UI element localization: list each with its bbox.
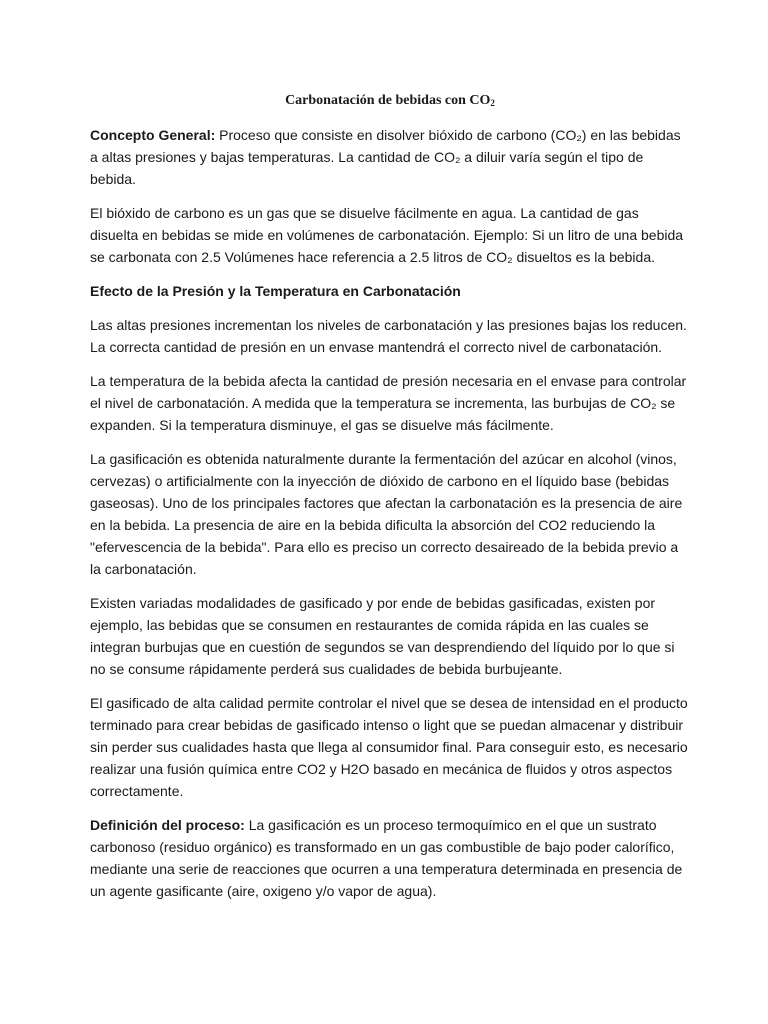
paragraph-presiones: Las altas presiones incrementan los niveles de carbonatación y las presiones bajas los reducen. La correcta cantidad de presión en un envase mantendrá el correcto nivel de carbonatación. [90, 317, 687, 355]
paragraph-alta-calidad: El gasificado de alta calidad permite controlar el nivel que se desea de intensidad en el producto terminado para crear bebidas de gasificado intenso o light que se puedan almacenar y distribuir sin perder sus cualidades hasta que llega al consumidor final. Para conseguir esto, es necesario realizar una fusión química entre CO2 y H2O basado en mecánica de fluidos y otros aspectos correctamente. [90, 695, 688, 799]
paragraph-definicion [90, 814, 690, 902]
paragraph-bioxido: El bióxido de carbono es un gas que se disuelve fácilmente en agua. La cantidad de gas disuelta en bebidas se mide en volúmenes de carbonatación. Ejemplo: Si un litro de una bebida se carbonata con 2.5 Volúmenes hace referencia a 2.5 litros de CO₂ disueltos es la bebida. [90, 205, 684, 265]
paragraph-temperatura: La temperatura de la bebida afecta la cantidad de presión necesaria en el envase para controlar el nivel de carbonatación. A medida que la temperatura se incrementa, las burbujas de CO₂ se expanden. Si la temperatura disminuye, el gas se disuelve más fácilmente. [90, 373, 687, 433]
paragraph-concepto-general [90, 124, 690, 190]
paragraph-modalidades: Existen variadas modalidades de gasificado y por ende de bebidas gasificadas, existen por ejemplo, las bebidas que se consumen en restaurantes de comida rápida en las cuales se integran burbujas que en cuestión de segundos se van desprendiendo del líquido por lo que si no se consume rápidamente perderá sus cualidades de bebida burbujeante. [90, 595, 675, 677]
document-page [90, 90, 690, 914]
paragraph-text: Proceso que consiste en disolver bióxido de carbono (CO₂) en las bebidas a altas presiones y bajas temperaturas. La cantidad de CO₂ a diluir varía según el tipo de bebida. [90, 127, 681, 187]
document-title-text: Carbonatación de bebidas con CO [285, 93, 491, 108]
document-title [90, 90, 690, 112]
section-heading: Efecto de la Presión y la Temperatura en Carbonatación [90, 283, 461, 299]
paragraph-lead: Definición del proceso: [90, 817, 245, 833]
paragraph-text: La gasificación es un proceso termoquímico en el que un sustrato carbonoso (residuo orgánico) es transformado en un gas combustible de bajo poder calorífico, mediante una serie de reacciones que ocurren a una temperatura determinada en presencia de un agente gasificante (aire, oxigeno y/o vapor de agua). [90, 817, 683, 899]
paragraph-lead: Concepto General: [90, 127, 216, 143]
paragraph-gasificacion: La gasificación es obtenida naturalmente durante la fermentación del azúcar en alcohol (vinos, cervezas) o artificialmente con la inyección de dióxido de carbono en el líquido base (bebidas gaseosas). Uno de los principales factores que afectan la carbonatación es la presencia de aire en la bebida. La presencia de aire en la bebida dificulta la absorción del CO2 reduciendo la "efervescencia de la bebida". Para ello es preciso un correcto desaireado de la bebida previo a la carbonatación. [90, 451, 683, 577]
document-title-subscript: 2 [490, 98, 495, 108]
